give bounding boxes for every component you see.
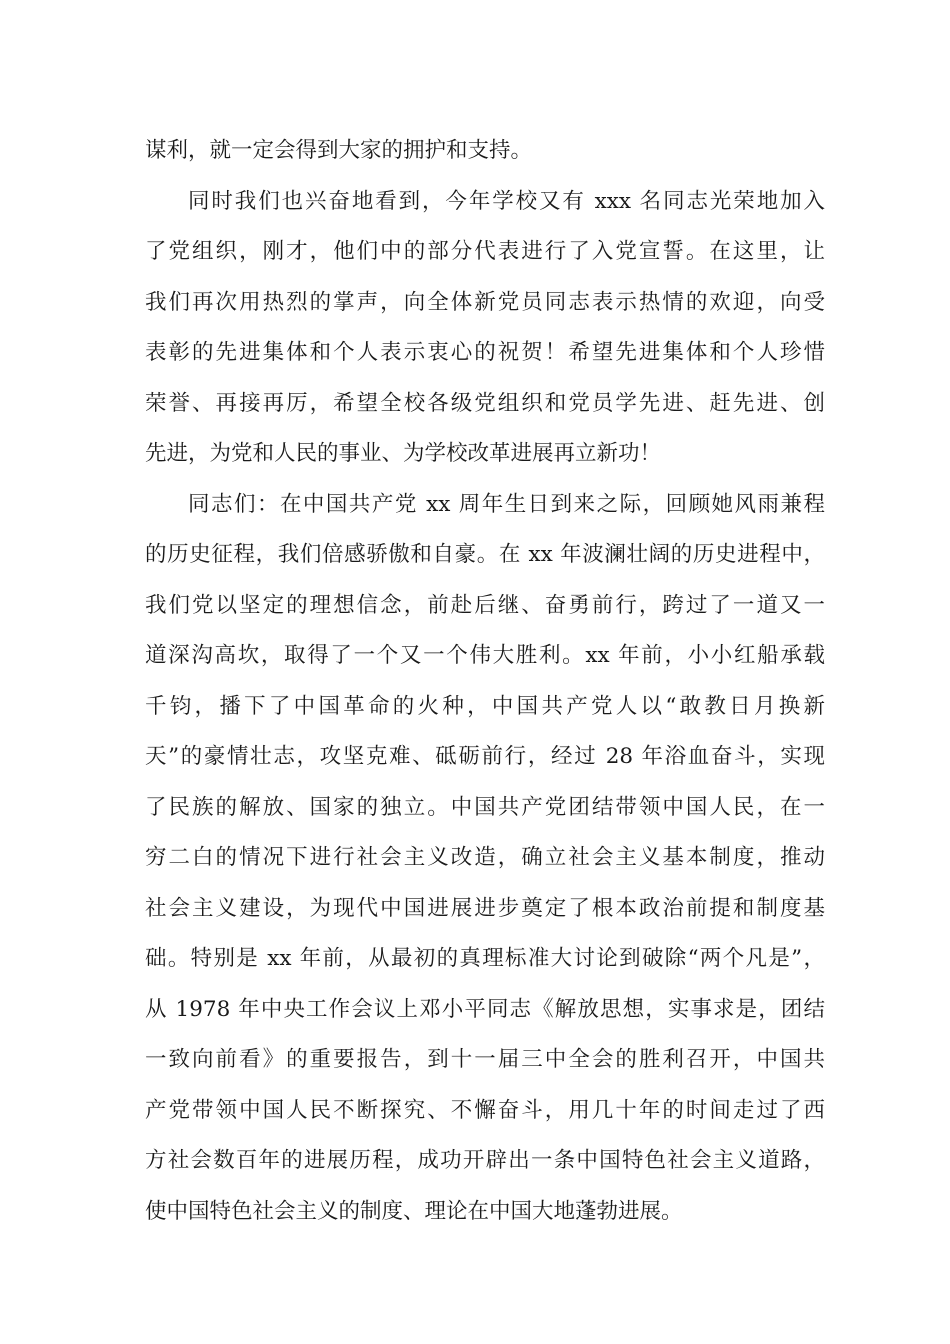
text-line-2: 同时我们也兴奋地看到，今年学校又有 xxx 名同志光荣地加入	[188, 189, 825, 214]
text-line-13: 天”的豪情壮志，攻坚克难、砥砺前行，经过 28 年浴血奋斗，实现	[145, 744, 825, 769]
text-line-11: 道深沟高坎，取得了一个又一个伟大胜利。xx 年前，小小红船承载	[145, 643, 825, 668]
text-line-1: 谋利，就一定会得到大家的拥护和支持。	[145, 138, 533, 163]
text-line-9: 的历史征程，我们倍感骄傲和自豪。在 xx 年波澜壮阔的历史进程中，	[145, 542, 825, 567]
text-line-21: 方社会数百年的进展历程，成功开辟出一条中国特色社会主义道路，	[145, 1148, 825, 1173]
text-line-7: 先进，为党和人民的事业、为学校改革进展再立新功！	[145, 441, 662, 466]
text-line-14: 了民族的解放、国家的独立。中国共产党团结带领中国人民，在一	[145, 795, 825, 820]
text-line-4: 我们再次用热烈的掌声，向全体新党员同志表示热情的欢迎，向受	[145, 290, 825, 315]
text-line-18: 从 1978 年中央工作会议上邓小平同志《解放思想，实事求是，团结	[145, 997, 825, 1022]
text-line-12: 千钧，播下了中国革命的火种，中国共产党人以“敢教日月换新	[145, 694, 825, 719]
text-line-16: 社会主义建设，为现代中国进展进步奠定了根本政治前提和制度基	[145, 896, 825, 921]
text-line-19: 一致向前看》的重要报告，到十一届三中全会的胜利召开，中国共	[145, 1047, 825, 1072]
text-line-20: 产党带领中国人民不断探究、不懈奋斗，用几十年的时间走过了西	[145, 1098, 825, 1123]
text-line-8: 同志们：在中国共产党 xx 周年生日到来之际，回顾她风雨兼程	[188, 492, 825, 517]
text-line-17: 础。特别是 xx 年前，从最初的真理标准大讨论到破除“两个凡是”，	[145, 946, 825, 971]
text-line-6: 荣誉、再接再厉，希望全校各级党组织和党员学先进、赶先进、创	[145, 391, 825, 416]
text-line-22: 使中国特色社会主义的制度、理论在中国大地蓬勃进展。	[145, 1199, 683, 1224]
text-line-3: 了党组织，刚才，他们中的部分代表进行了入党宣誓。在这里，让	[145, 239, 825, 264]
text-line-5: 表彰的先进集体和个人表示衷心的祝贺！希望先进集体和个人珍惜	[145, 340, 825, 365]
text-line-15: 穷二白的情况下进行社会主义改造，确立社会主义基本制度，推动	[145, 845, 825, 870]
text-line-10: 我们党以坚定的理想信念，前赴后继、奋勇前行，跨过了一道又一	[145, 593, 825, 618]
